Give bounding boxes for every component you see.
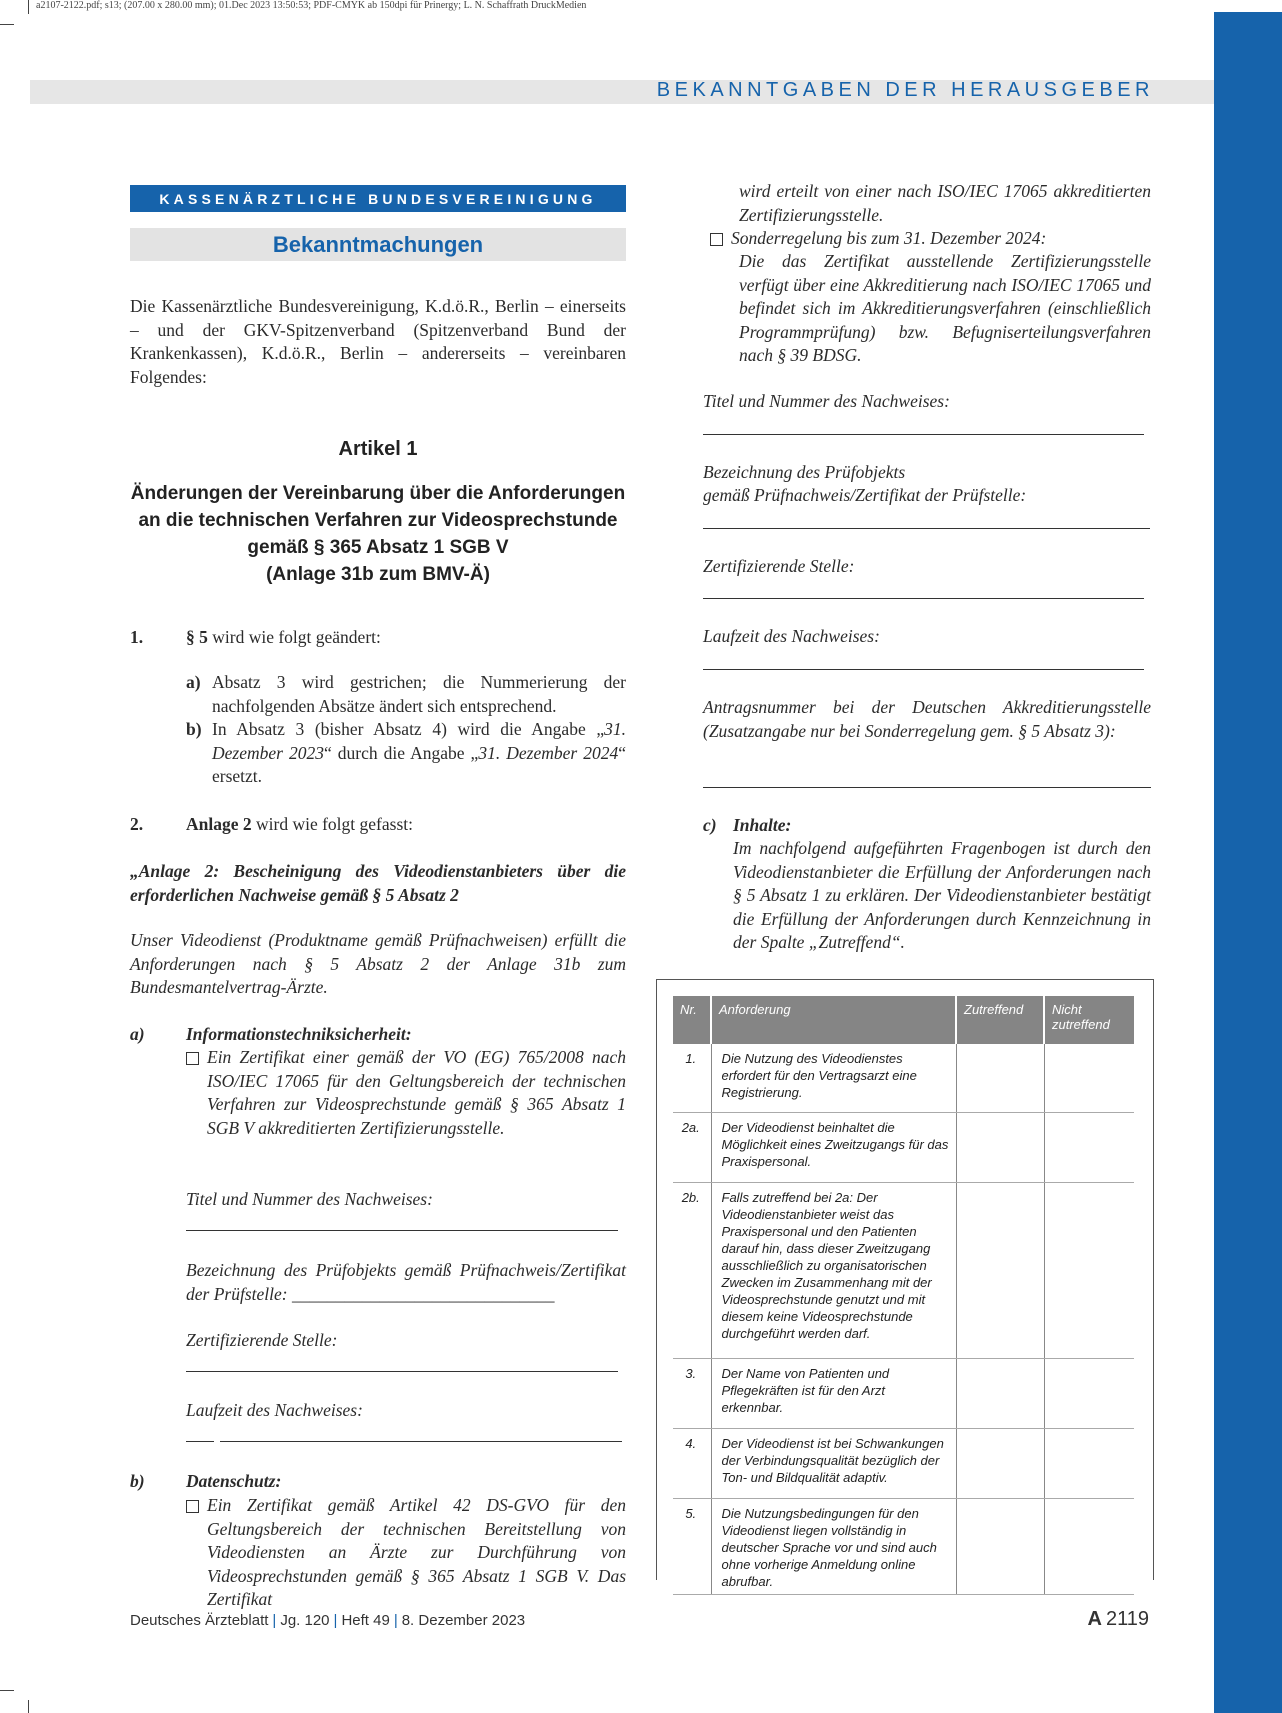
applicable-cell[interactable] — [956, 1112, 1044, 1182]
section-b-title: Datenschutz: — [186, 1471, 282, 1491]
field-label: Laufzeit des Nachweises: — [186, 1400, 363, 1420]
article-number: Artikel 1 — [338, 438, 418, 460]
article-title-line: (Anlage 31b zum BMV-Ä) — [266, 564, 490, 585]
requirement-text: Die Nutzung des Videodienstes erfordert für den Vertragsarzt eine Registrierung. — [711, 1044, 956, 1112]
blank-line[interactable] — [186, 1230, 618, 1231]
section-b-option — [186, 1494, 626, 1612]
section-b-option-2 — [710, 227, 1151, 251]
anlage-intro: Unser Videodienst (Produktname gemäß Prüfnachweisen) erfüllt die Anforderungen nach § 5 Absatz 2 der Anlage 31b zum Bundesmantelvertrag-Ärzte. — [130, 930, 626, 997]
field-label: Titel und Nummer des Nachweises: — [186, 1189, 433, 1209]
field-label — [186, 1259, 626, 1306]
subsection-title: Bekanntmachungen — [130, 228, 626, 261]
field-label: Antragsnummer bei der Deutschen Akkreditierungsstelle (Zusatzangabe nur bei Sonderregelung gem. § 5 Absatz 3): — [703, 697, 1151, 741]
not-applicable-cell[interactable] — [1044, 1358, 1134, 1428]
article-title-line: an die technischen Verfahren zur Videosprechstunde — [138, 510, 618, 531]
column-header: Nr. — [673, 996, 711, 1044]
applicable-cell[interactable] — [956, 1498, 1044, 1594]
section-a-title: Informationstechniksicherheit: — [186, 1024, 412, 1044]
row-number: 4. — [673, 1428, 711, 1498]
footer — [130, 1612, 525, 1629]
item-number: 1. — [130, 627, 144, 647]
checkbox-icon[interactable] — [710, 233, 723, 246]
blue-margin-bar — [1214, 12, 1282, 1713]
row-number: 2a. — [673, 1112, 711, 1182]
section-label: c) — [703, 815, 717, 835]
column-header: Anforderung — [711, 996, 956, 1044]
option-continuation: wird erteilt von einer nach ISO/IEC 17065 akkreditierten Zertifizierungsstelle. — [739, 181, 1151, 225]
blank-line[interactable] — [703, 598, 1144, 599]
separator: | — [333, 1612, 338, 1629]
table-row — [673, 1112, 1134, 1182]
item-1b-text — [212, 718, 626, 789]
issue-date: 8. Dezember 2023 — [401, 1612, 526, 1629]
column-header: Zutreffend — [956, 996, 1044, 1044]
table-row — [673, 1428, 1134, 1498]
row-number: 2b. — [673, 1182, 711, 1358]
text-fragment: In Absatz 3 (bisher Absatz 4) wird die Angabe „ — [212, 719, 605, 739]
section-title: KASSENÄRZTLICHE BUNDESVEREINIGUNG — [130, 185, 626, 212]
field-label: Zertifizierende Stelle: — [703, 556, 855, 576]
page-prefix: A — [1087, 1608, 1102, 1630]
checkbox-icon[interactable] — [186, 1052, 199, 1065]
not-applicable-cell[interactable] — [1044, 1112, 1134, 1182]
section-a-option — [186, 1046, 626, 1140]
row-number: 5. — [673, 1498, 711, 1594]
checkbox-icon[interactable] — [186, 1500, 199, 1513]
print-info: a2107-2122.pdf; s13; (207.00 x 280.00 mm); 01.Dec 2023 13:50:53; PDF-CMYK ab 150dpi für Prinergy; L. N. Schaffrath DruckMedien — [36, 0, 587, 11]
item-1a-text: Absatz 3 wird gestrichen; die Nummerierung der nachfolgenden Absätze ändert sich entsprechend. — [212, 672, 626, 716]
row-number: 3. — [673, 1358, 711, 1428]
requirement-text: Falls zutreffend bei 2a: Der Videodienstanbieter weist das Praxispersonal und den Patienten darauf hin, dass dieser Zweitzugang ausschließlich zu organisatorischen Zwecken im Zusammenhang mit der Videosprechstunde genutzt und mit diesem keine Videosprechstunde durchgeführt werden darf. — [711, 1182, 956, 1358]
article-title-line: gemäß § 365 Absatz 1 SGB V — [247, 537, 509, 558]
field-label: Titel und Nummer des Nachweises: — [703, 391, 950, 411]
item-1-bold: § 5 — [186, 627, 208, 647]
date-old: 31. Dezember 2023 — [212, 719, 626, 763]
page-number — [1088, 1608, 1149, 1631]
item-2-text — [186, 813, 626, 837]
option-2-text: Die das Zertifikat ausstellende Zertifizierungsstelle verfügt über eine Akkreditierung nach ISO/IEC 17065 und befindet sich im Akkreditierungsverfahren (einschließlich Programmprüfung) bzw. Befugniserteilungsverfahren nach § 39 BDSG. — [739, 251, 1151, 365]
option-text: Ein Zertifikat einer gemäß der VO (EG) 765/2008 nach ISO/IEC 17065 für den Geltungsbereich der technischen Verfahren zur Videosprechstunde gemäß § 365 Absatz 1 SGB V akkreditierten Zertifizierungsstelle. — [207, 1047, 626, 1138]
applicable-cell[interactable] — [956, 1182, 1044, 1358]
blank-line[interactable] — [220, 1441, 622, 1442]
table-row — [673, 1182, 1134, 1358]
requirement-text: Die Nutzungsbedingungen für den Videodienst liegen vollständig in deutscher Sprache vor und sind auch ohne vorherige Anmeldung online abrufbar. — [711, 1498, 956, 1594]
intro-paragraph: Die Kassenärztliche Bundesvereinigung, K.d.ö.R., Berlin – einerseits – und der GKV-Spitzenverband (Spitzenverband Bund der Krankenkassen), K.d.ö.R., Berlin – andererseits – vereinbaren Folgendes: — [130, 296, 626, 387]
applicable-cell[interactable] — [956, 1044, 1044, 1112]
section-label: b) — [130, 1471, 145, 1491]
applicable-cell[interactable] — [956, 1428, 1044, 1498]
separator: | — [393, 1612, 398, 1629]
section-c-text: Im nachfolgend aufgeführten Fragenbogen ist durch den Videodienstanbieter die Erfüllung der Anforderungen nach § 5 Absatz 1 zu erklären. Der Videodienstanbieter bestätigt die Erfüllung der Anforderungen durch Kennzeichnung in der Spalte „Zutreffend“. — [733, 838, 1151, 952]
requirements-table — [673, 996, 1134, 1595]
text-fragment: “ durch die Angabe „ — [323, 742, 479, 763]
table-row — [673, 1498, 1134, 1594]
table-row — [673, 1358, 1134, 1428]
blank-line[interactable] — [703, 787, 1151, 788]
separator: | — [272, 1612, 277, 1629]
item-2-bold: Anlage 2 — [186, 814, 252, 834]
crop-mark — [0, 24, 14, 25]
text-fragment: “ ersetzt. — [212, 742, 626, 786]
blank-line[interactable] — [703, 528, 1150, 529]
blank-line[interactable] — [186, 1441, 214, 1442]
crop-mark — [28, 1700, 29, 1713]
requirement-text: Der Name von Patienten und Pflegekräften ist für den Arzt erkennbar. — [711, 1358, 956, 1428]
row-number: 1. — [673, 1044, 711, 1112]
column-header: Nicht zutreffend — [1044, 996, 1134, 1044]
issue: Heft 49 — [341, 1612, 390, 1629]
not-applicable-cell[interactable] — [1044, 1182, 1134, 1358]
item-1-rest: wird wie folgt geändert: — [207, 627, 381, 647]
crop-mark — [28, 0, 29, 14]
blank-line[interactable]: ______________________________ — [291, 1283, 555, 1304]
section-label: a) — [130, 1024, 145, 1044]
blank-line[interactable] — [186, 1371, 618, 1372]
journal-name: Deutsches Ärzteblatt — [130, 1612, 269, 1629]
field-label: Laufzeit des Nachweises: — [703, 626, 880, 646]
field-label: gemäß Prüfnachweis/Zertifikat der Prüfstelle: — [703, 485, 1027, 505]
running-header: BEKANNTGABEN DER HERAUSGEBER — [656, 79, 1154, 101]
section-c-title: Inhalte: — [733, 815, 792, 835]
page-value: 2119 — [1105, 1608, 1149, 1630]
anlage-title: „Anlage 2: Bescheinigung des Videodienstanbieters über die erforderlichen Nachweise gemäß § 5 Absatz 2 — [130, 861, 626, 905]
applicable-cell[interactable] — [956, 1358, 1044, 1428]
sub-label: b) — [186, 719, 202, 739]
item-number: 2. — [130, 814, 144, 834]
blank-line[interactable] — [703, 434, 1144, 435]
item-2-rest: wird wie folgt gefasst: — [251, 814, 413, 834]
sub-label: a) — [186, 672, 201, 692]
item-1-text — [186, 626, 626, 650]
not-applicable-cell[interactable] — [1044, 1428, 1134, 1498]
article-title — [130, 480, 626, 588]
not-applicable-cell[interactable] — [1044, 1044, 1134, 1112]
article-title-line: Änderungen der Vereinbarung über die Anforderungen — [130, 483, 626, 504]
requirement-text: Der Videodienst ist bei Schwankungen der Verbindungsqualität bezüglich der Ton- und Bildqualität adaptiv. — [711, 1428, 956, 1498]
blank-line[interactable] — [703, 669, 1144, 670]
crop-mark — [0, 1690, 14, 1691]
field-label: Bezeichnung des Prüfobjekts — [703, 462, 906, 482]
field-label-text: Bezeichnung des Prüfobjekts gemäß Prüfnachweis/Zertifikat der Prüfstelle: — [186, 1260, 626, 1304]
option-text: Ein Zertifikat gemäß Artikel 42 DS-GVO für den Geltungsbereich der technischen Bereitstellung von Videodiensten an Ärzte zur Durchführung von Videosprechstunden gemäß § 365 Absatz 1 SGB V. Das Zertifikat — [207, 1495, 626, 1609]
volume: Jg. 120 — [280, 1612, 330, 1629]
table-row — [673, 1044, 1134, 1112]
date-new: 31. Dezember 2024 — [478, 742, 619, 763]
field-label: Zertifizierende Stelle: — [186, 1330, 338, 1350]
not-applicable-cell[interactable] — [1044, 1498, 1134, 1594]
requirement-text: Der Videodienst beinhaltet die Möglichkeit eines Zweitzugangs für das Praxispersonal. — [711, 1112, 956, 1182]
option-title: Sonderregelung bis zum 31. Dezember 2024: — [731, 228, 1047, 248]
